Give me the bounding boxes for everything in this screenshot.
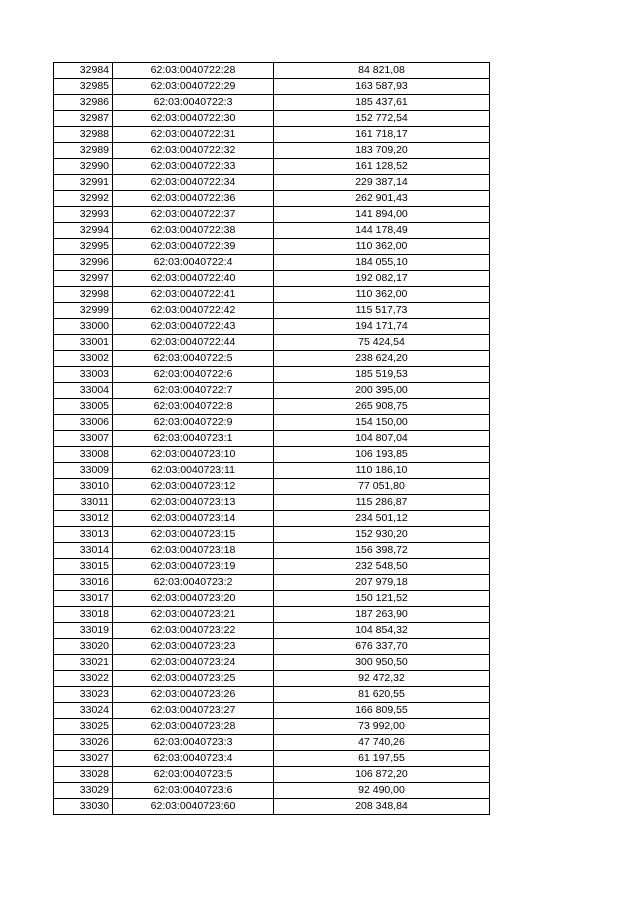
cadastral-number-cell: 62:03:0040723:27: [113, 703, 274, 719]
value-cell: 92 472,32: [274, 671, 490, 687]
table-row: [54, 207, 490, 223]
row-id-cell: 33023: [54, 687, 113, 703]
value-cell: 166 809,55: [274, 703, 490, 719]
row-id-cell: 32998: [54, 287, 113, 303]
cadastral-number-cell: 62:03:0040723:28: [113, 719, 274, 735]
table-row: [54, 175, 490, 191]
table-row: [54, 415, 490, 431]
cadastral-number-cell: 62:03:0040723:21: [113, 607, 274, 623]
row-id-cell: 33008: [54, 447, 113, 463]
cadastral-number-cell: 62:03:0040722:32: [113, 143, 274, 159]
value-cell: 156 398,72: [274, 543, 490, 559]
table-row: [54, 303, 490, 319]
table-row: [54, 735, 490, 751]
value-cell: 185 519,53: [274, 367, 490, 383]
row-id-cell: 33014: [54, 543, 113, 559]
value-cell: 106 872,20: [274, 767, 490, 783]
value-cell: 152 772,54: [274, 111, 490, 127]
value-cell: 152 930,20: [274, 527, 490, 543]
table-row: [54, 575, 490, 591]
table-row: [54, 799, 490, 815]
row-id-cell: 32990: [54, 159, 113, 175]
row-id-cell: 33011: [54, 495, 113, 511]
cadastral-number-cell: 62:03:0040723:10: [113, 447, 274, 463]
value-cell: 150 121,52: [274, 591, 490, 607]
value-cell: 234 501,12: [274, 511, 490, 527]
row-id-cell: 32985: [54, 79, 113, 95]
table-body: [54, 63, 490, 815]
cadastral-number-cell: 62:03:0040723:26: [113, 687, 274, 703]
cadastral-number-cell: 62:03:0040722:28: [113, 63, 274, 79]
value-cell: 154 150,00: [274, 415, 490, 431]
row-id-cell: 32991: [54, 175, 113, 191]
row-id-cell: 32997: [54, 271, 113, 287]
row-id-cell: 33019: [54, 623, 113, 639]
value-cell: 77 051,80: [274, 479, 490, 495]
row-id-cell: 33028: [54, 767, 113, 783]
table-row: [54, 687, 490, 703]
row-id-cell: 33026: [54, 735, 113, 751]
value-cell: 207 979,18: [274, 575, 490, 591]
cadastral-number-cell: 62:03:0040723:60: [113, 799, 274, 815]
row-id-cell: 33029: [54, 783, 113, 799]
cadastral-number-cell: 62:03:0040723:19: [113, 559, 274, 575]
cadastral-number-cell: 62:03:0040723:22: [113, 623, 274, 639]
value-cell: 104 807,04: [274, 431, 490, 447]
row-id-cell: 32989: [54, 143, 113, 159]
row-id-cell: 32984: [54, 63, 113, 79]
table-row: [54, 559, 490, 575]
table-row: [54, 191, 490, 207]
table-row: [54, 223, 490, 239]
cadastral-number-cell: 62:03:0040722:9: [113, 415, 274, 431]
cadastral-number-cell: 62:03:0040722:40: [113, 271, 274, 287]
table-row: [54, 543, 490, 559]
table-row: [54, 495, 490, 511]
cadastral-number-cell: 62:03:0040722:39: [113, 239, 274, 255]
row-id-cell: 33020: [54, 639, 113, 655]
cadastral-number-cell: 62:03:0040723:1: [113, 431, 274, 447]
row-id-cell: 33025: [54, 719, 113, 735]
table-row: [54, 399, 490, 415]
cadastral-number-cell: 62:03:0040723:4: [113, 751, 274, 767]
cadastral-number-cell: 62:03:0040722:30: [113, 111, 274, 127]
table-row: [54, 783, 490, 799]
value-cell: 141 894,00: [274, 207, 490, 223]
row-id-cell: 33016: [54, 575, 113, 591]
cadastral-number-cell: 62:03:0040722:33: [113, 159, 274, 175]
row-id-cell: 33024: [54, 703, 113, 719]
value-cell: 194 171,74: [274, 319, 490, 335]
row-id-cell: 32999: [54, 303, 113, 319]
table-row: [54, 703, 490, 719]
row-id-cell: 32988: [54, 127, 113, 143]
row-id-cell: 33017: [54, 591, 113, 607]
value-cell: 110 186,10: [274, 463, 490, 479]
value-cell: 81 620,55: [274, 687, 490, 703]
cadastral-number-cell: 62:03:0040722:42: [113, 303, 274, 319]
table-row: [54, 607, 490, 623]
row-id-cell: 32986: [54, 95, 113, 111]
row-id-cell: 33010: [54, 479, 113, 495]
cadastral-number-cell: 62:03:0040722:44: [113, 335, 274, 351]
cadastral-number-cell: 62:03:0040723:15: [113, 527, 274, 543]
table-row: [54, 367, 490, 383]
value-cell: 238 624,20: [274, 351, 490, 367]
row-id-cell: 32993: [54, 207, 113, 223]
value-cell: 75 424,54: [274, 335, 490, 351]
row-id-cell: 33002: [54, 351, 113, 367]
value-cell: 84 821,08: [274, 63, 490, 79]
cadastral-number-cell: 62:03:0040722:37: [113, 207, 274, 223]
row-id-cell: 33004: [54, 383, 113, 399]
table-row: [54, 431, 490, 447]
cadastral-number-cell: 62:03:0040722:34: [113, 175, 274, 191]
value-cell: 300 950,50: [274, 655, 490, 671]
cadastral-number-cell: 62:03:0040722:4: [113, 255, 274, 271]
table-row: [54, 335, 490, 351]
table-row: [54, 719, 490, 735]
table-row: [54, 639, 490, 655]
cadastral-number-cell: 62:03:0040722:41: [113, 287, 274, 303]
row-id-cell: 33006: [54, 415, 113, 431]
cadastral-number-cell: 62:03:0040722:38: [113, 223, 274, 239]
cadastral-number-cell: 62:03:0040723:24: [113, 655, 274, 671]
value-cell: 185 437,61: [274, 95, 490, 111]
row-id-cell: 33001: [54, 335, 113, 351]
table-row: [54, 671, 490, 687]
value-cell: 110 362,00: [274, 239, 490, 255]
table-row: [54, 159, 490, 175]
cadastral-number-cell: 62:03:0040722:5: [113, 351, 274, 367]
value-cell: 200 395,00: [274, 383, 490, 399]
table-row: [54, 79, 490, 95]
row-id-cell: 33030: [54, 799, 113, 815]
row-id-cell: 33027: [54, 751, 113, 767]
cadastral-number-cell: 62:03:0040723:2: [113, 575, 274, 591]
cadastral-number-cell: 62:03:0040722:29: [113, 79, 274, 95]
row-id-cell: 33005: [54, 399, 113, 415]
table-row: [54, 239, 490, 255]
row-id-cell: 33000: [54, 319, 113, 335]
cadastral-number-cell: 62:03:0040723:12: [113, 479, 274, 495]
row-id-cell: 33009: [54, 463, 113, 479]
row-id-cell: 33022: [54, 671, 113, 687]
cadastral-number-cell: 62:03:0040723:13: [113, 495, 274, 511]
table-row: [54, 143, 490, 159]
value-cell: 106 193,85: [274, 447, 490, 463]
value-cell: 265 908,75: [274, 399, 490, 415]
table-row: [54, 463, 490, 479]
value-cell: 208 348,84: [274, 799, 490, 815]
value-cell: 229 387,14: [274, 175, 490, 191]
row-id-cell: 33007: [54, 431, 113, 447]
row-id-cell: 32995: [54, 239, 113, 255]
value-cell: 47 740,26: [274, 735, 490, 751]
table-row: [54, 271, 490, 287]
cadastral-number-cell: 62:03:0040722:31: [113, 127, 274, 143]
cadastral-number-cell: 62:03:0040723:20: [113, 591, 274, 607]
table-row: [54, 479, 490, 495]
cadastral-number-cell: 62:03:0040722:7: [113, 383, 274, 399]
row-id-cell: 33013: [54, 527, 113, 543]
row-id-cell: 32992: [54, 191, 113, 207]
cadastral-number-cell: 62:03:0040722:43: [113, 319, 274, 335]
value-cell: 187 263,90: [274, 607, 490, 623]
table-row: [54, 623, 490, 639]
value-cell: 676 337,70: [274, 639, 490, 655]
table-row: [54, 383, 490, 399]
cadastral-number-cell: 62:03:0040723:5: [113, 767, 274, 783]
value-cell: 73 992,00: [274, 719, 490, 735]
value-cell: 61 197,55: [274, 751, 490, 767]
table-row: [54, 447, 490, 463]
value-cell: 161 128,52: [274, 159, 490, 175]
table-row: [54, 127, 490, 143]
table-row: [54, 511, 490, 527]
value-cell: 163 587,93: [274, 79, 490, 95]
table-row: [54, 751, 490, 767]
cadastral-number-cell: 62:03:0040723:11: [113, 463, 274, 479]
table-row: [54, 767, 490, 783]
cadastral-number-cell: 62:03:0040723:14: [113, 511, 274, 527]
table-row: [54, 111, 490, 127]
cadastral-number-cell: 62:03:0040722:8: [113, 399, 274, 415]
value-cell: 161 718,17: [274, 127, 490, 143]
value-cell: 183 709,20: [274, 143, 490, 159]
table-row: [54, 287, 490, 303]
row-id-cell: 33021: [54, 655, 113, 671]
row-id-cell: 32996: [54, 255, 113, 271]
cadastral-number-cell: 62:03:0040723:18: [113, 543, 274, 559]
table-row: [54, 319, 490, 335]
value-cell: 115 517,73: [274, 303, 490, 319]
cadastral-number-cell: 62:03:0040722:6: [113, 367, 274, 383]
cadastral-number-cell: 62:03:0040723:6: [113, 783, 274, 799]
value-cell: 104 854,32: [274, 623, 490, 639]
cadastral-number-cell: 62:03:0040723:3: [113, 735, 274, 751]
table-row: [54, 591, 490, 607]
value-cell: 184 055,10: [274, 255, 490, 271]
value-cell: 110 362,00: [274, 287, 490, 303]
row-id-cell: 33012: [54, 511, 113, 527]
cadastral-number-cell: 62:03:0040722:3: [113, 95, 274, 111]
table-row: [54, 351, 490, 367]
row-id-cell: 33015: [54, 559, 113, 575]
table-row: [54, 255, 490, 271]
row-id-cell: 33003: [54, 367, 113, 383]
row-id-cell: 33018: [54, 607, 113, 623]
row-id-cell: 32994: [54, 223, 113, 239]
cadastral-number-cell: 62:03:0040722:36: [113, 191, 274, 207]
value-cell: 115 286,87: [274, 495, 490, 511]
value-cell: 262 901,43: [274, 191, 490, 207]
cadastral-number-cell: 62:03:0040723:25: [113, 671, 274, 687]
value-cell: 192 082,17: [274, 271, 490, 287]
table-row: [54, 527, 490, 543]
value-cell: 232 548,50: [274, 559, 490, 575]
table-row: [54, 63, 490, 79]
table-row: [54, 655, 490, 671]
value-cell: 144 178,49: [274, 223, 490, 239]
cadastral-value-table: [53, 62, 490, 815]
row-id-cell: 32987: [54, 111, 113, 127]
table-row: [54, 95, 490, 111]
value-cell: 92 490,00: [274, 783, 490, 799]
cadastral-number-cell: 62:03:0040723:23: [113, 639, 274, 655]
